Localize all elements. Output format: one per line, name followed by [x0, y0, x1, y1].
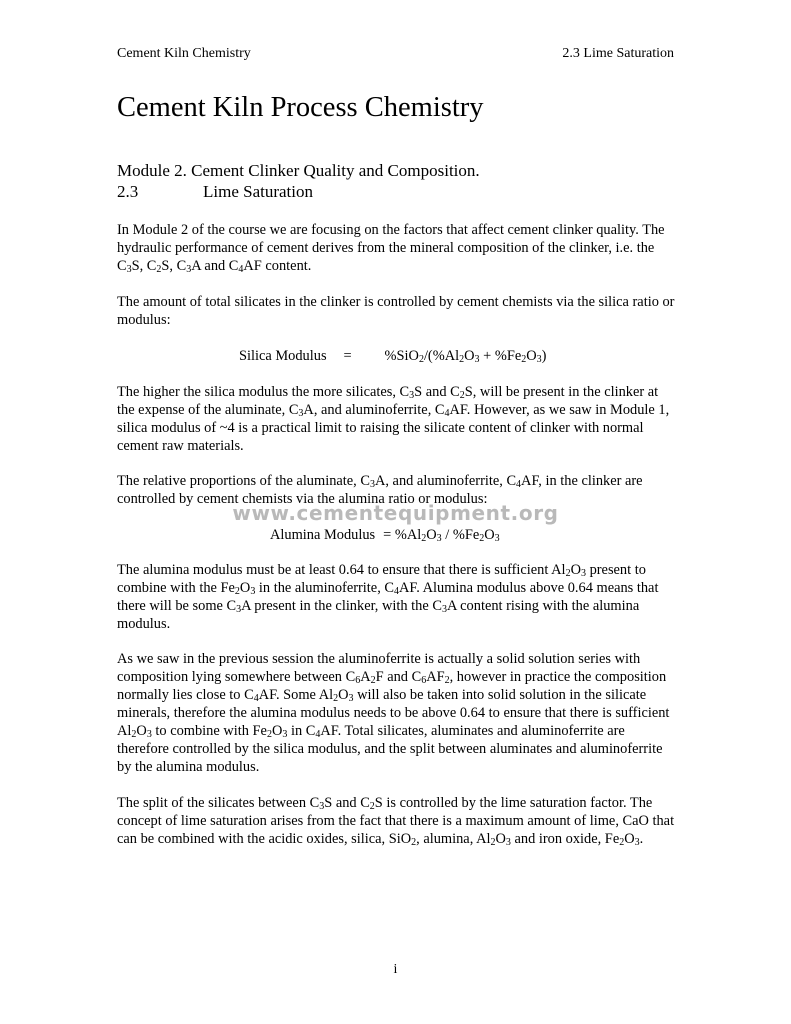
- header-left: Cement Kiln Chemistry: [117, 46, 251, 61]
- module-line: Module 2. Cement Clinker Quality and Composition.: [117, 161, 480, 180]
- header-right: 2.3 Lime Saturation: [562, 46, 674, 61]
- paragraph-silica-modulus: The higher the silica modulus the more silicates, $C_3S$ and $C_2S$, will be present in the clinker at the expense of the aluminate, $C_3A$, and aluminoferrite, $C_4AF$. However, as we saw in Module 1, silica modulus of ~4 is a practical limit to raising the silicate content of clinker with normal cement raw materials.: [117, 384, 670, 454]
- running-header: [117, 46, 674, 62]
- document-title: Cement Kiln Process Chemistry: [117, 92, 484, 123]
- equation-label: Silica Modulus: [239, 348, 327, 364]
- watermark: www.cementequipment.org: [232, 501, 559, 525]
- paragraph-intro: In Module 2 of the course we are focusing on the factors that affect cement clinker quality. The hydraulic performance of cement derives from the mineral composition of the clinker, i.e. the $C_3S$, $C_2S$, $C_3A$ and $C_4AF$ content.: [117, 222, 665, 275]
- section-number: 2.3: [117, 182, 139, 201]
- paragraph-alumina-modulus: The alumina modulus must be at least 0.64 to ensure that there is sufficient $Al_2O_3$ present to combine with the $Fe_2O_3$ in the aluminoferrite, $C_4AF$. Alumina modulus above 0.64 means that there will be some $C_3A$ present in the clinker, with the $C_3A$ content rising with the alumina modulus.: [117, 562, 659, 632]
- paragraph-silica-intro: The amount of total silicates in the clinker is controlled by cement chemists via the silica ratio or modulus:: [117, 294, 675, 328]
- section-name: Lime Saturation: [203, 182, 314, 201]
- module-heading: [117, 160, 480, 202]
- alumina-modulus-equation: Alumina Modulus = $\%Al_2O_3 / \%Fe_2O_3$: [270, 527, 500, 544]
- paragraph-alumina-intro: The relative proportions of the aluminate, $C_3A$, and aluminoferrite, $C_4AF$, in the clinker are controlled by cement chemists via the alumina ratio or modulus:: [117, 473, 643, 507]
- paragraph-aluminoferrite: As we saw in the previous session the aluminoferrite is actually a solid solution series with composition lying somewhere between $C_6A_2F$ and $C_6AF_2$, however in practice the composition normally lies close to $C_4AF$. Some $Al_2O_3$ will also be taken into solid solution in the silicate minerals, therefore the alumina modulus needs to be above 0.64 to ensure that there is sufficient $Al_2O_3$ to combine with $Fe_2O_3$ in $C_4AF$. Total silicates, aluminates and aluminoferrite are therefore controlled by the silica modulus, and the split between aluminates and aluminoferrite by the alumina modulus.: [117, 651, 670, 775]
- section-line: [117, 181, 480, 202]
- paragraph-lime-saturation: The split of the silicates between $C_3S$ and $C_2S$ is controlled by the lime saturation factor. The concept of lime saturation arises from the fact that there is a maximum amount of lime, CaO that can be combined with the acidic oxides, silica, SiO$_2$, alumina, $Al_2O_3$ and iron oxide, $Fe_2O_3$.: [117, 795, 675, 848]
- page-number: i: [393, 962, 398, 977]
- silica-modulus-equation: Silica Modulus = $\%SiO_2/(\%Al_2O_3 + \%Fe_2O_3)$: [239, 348, 547, 365]
- equation-label: Alumina Modulus: [270, 527, 376, 543]
